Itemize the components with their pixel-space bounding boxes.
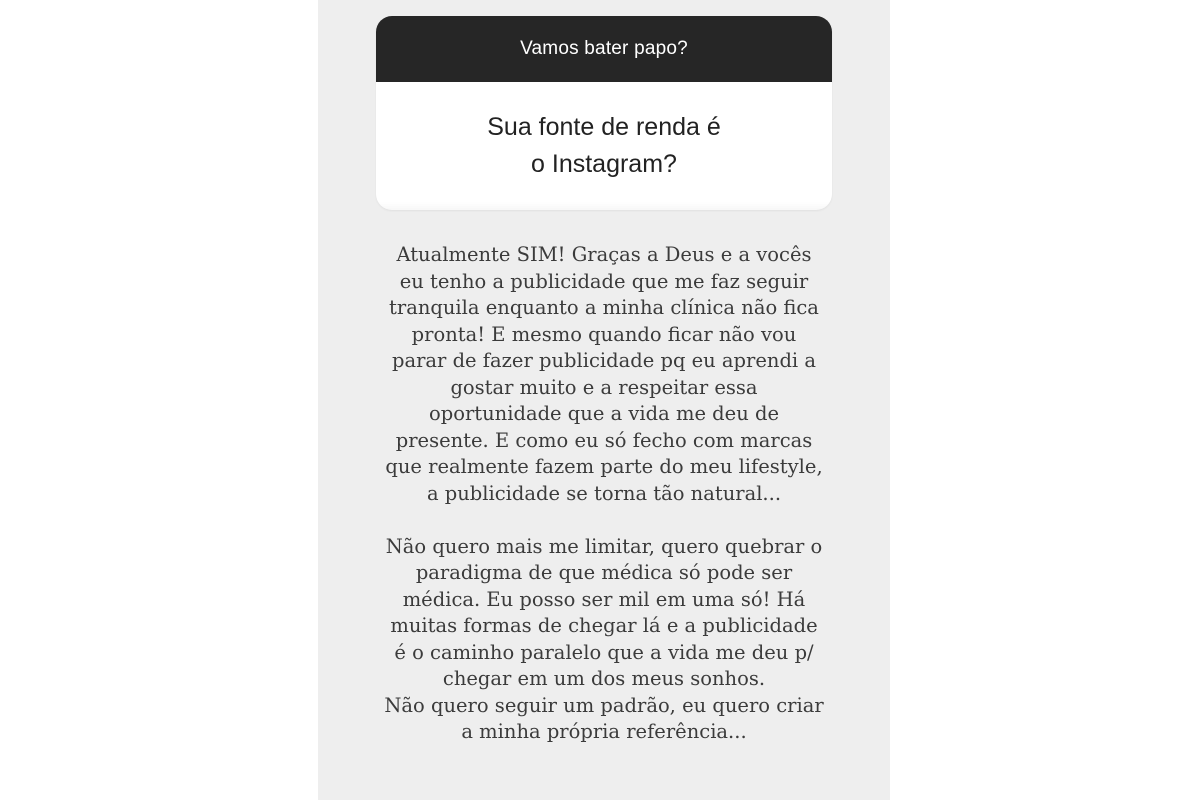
answer-line: paradigma de que médica só pode ser — [415, 561, 793, 584]
answer-line: gostar muito e a respeitar essa — [450, 375, 758, 399]
answer-line: muitas formas de chegar lá e a publicidade — [390, 614, 818, 637]
answer-line: oportunidade que a vida me deu de — [428, 402, 779, 425]
answer-line: Não quero seguir um padrão, eu quero criar — [384, 693, 824, 717]
answer-line: que realmente fazem parte do meu lifestyle, — [385, 455, 823, 478]
paragraph-gap — [348, 507, 860, 534]
answer-line: chegar em um dos meus sonhos. — [442, 667, 766, 690]
answer-line: pronta! E mesmo quando ficar não vou — [411, 322, 797, 346]
question-sticker[interactable] — [376, 16, 832, 210]
answer-line: a minha própria referência... — [461, 720, 747, 743]
answer-line: Atualmente SIM! Graças a Deus e a vocês — [396, 243, 812, 266]
answer-line: Não quero mais me limitar, quero quebrar o — [385, 534, 823, 558]
answer-line: é o caminho paralelo que a vida me deu p/ — [394, 640, 814, 664]
answer-line: presente. E como eu só fecho com marcas — [395, 428, 813, 452]
answer-line: eu tenho a publicidade que me faz seguir — [399, 269, 809, 293]
answer-line: médica. Eu posso ser mil em uma só! Há — [402, 587, 806, 611]
question-sticker-header: Vamos bater papo? — [376, 16, 832, 82]
question-text: Sua fonte de renda é o Instagram? — [487, 113, 721, 178]
answer-line: a publicidade se torna tão natural... — [426, 481, 782, 505]
card-shadow-edge — [376, 202, 832, 210]
instagram-story[interactable] — [318, 0, 890, 800]
answer-line: parar de fazer publicidade pq eu aprendi a — [392, 349, 816, 372]
answer-line: tranquila enquanto a minha clínica não fica — [389, 296, 819, 319]
answer-text — [348, 242, 860, 746]
